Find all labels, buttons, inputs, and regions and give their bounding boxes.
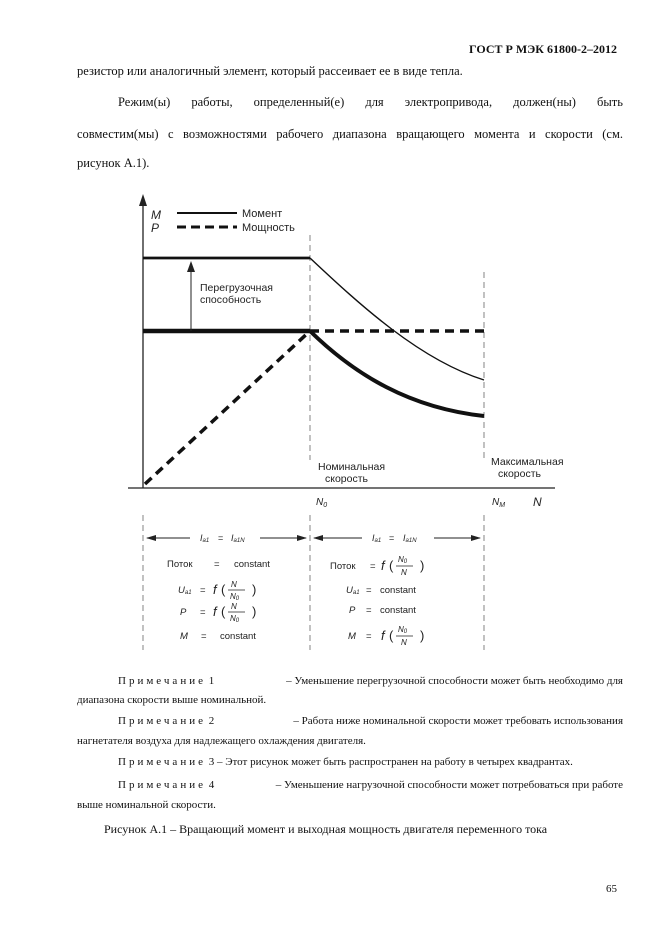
left-current-equation: [190, 530, 260, 544]
tick-label-nm: $N_M$: [492, 497, 506, 509]
right-flux-row: [330, 555, 424, 577]
paragraph-2-line-3: рисунок А.1).: [77, 156, 150, 170]
svg-text:N: N: [401, 568, 407, 577]
svg-text:=: =: [370, 561, 376, 572]
left-voltage-row: [178, 580, 256, 602]
svg-text:): ): [252, 582, 257, 597]
svg-text:=: =: [201, 631, 207, 642]
tick-label-n0-sub: 0: [323, 502, 328, 509]
tick-label-nm-sub: M: [499, 502, 506, 509]
left-power-row: [180, 602, 256, 624]
svg-text:): ): [420, 628, 425, 643]
svg-text:=: =: [366, 631, 372, 642]
note-number: 1: [208, 675, 215, 687]
note-label: Примечание: [118, 675, 206, 687]
note-text: – Уменьшение нагрузочной способности может потребоваться при работе: [275, 779, 623, 791]
svg-text:Поток: Поток: [167, 559, 193, 570]
svg-text:Ia1N: Ia1N: [231, 533, 245, 544]
note-2-line-1: [118, 715, 623, 728]
page-number: 65: [606, 883, 617, 895]
svg-text:constant: constant: [234, 559, 270, 570]
svg-text:constant: constant: [380, 605, 416, 616]
nominal-speed-label-2: скорость: [325, 473, 369, 485]
svg-text:=: =: [200, 607, 206, 618]
arrowhead: [146, 535, 156, 541]
document-code: ГОСТ Р МЭК 61800-2–2012: [469, 42, 617, 56]
svg-text:=: =: [218, 533, 224, 543]
svg-text:(: (: [389, 558, 394, 573]
svg-text:N0: N0: [398, 555, 408, 565]
arrowhead: [471, 535, 481, 541]
rated-torque-curve: [310, 331, 484, 416]
axis-label-p: P: [151, 221, 160, 235]
svg-text:): ): [420, 558, 425, 573]
svg-text:M: M: [180, 631, 188, 642]
word: для: [365, 95, 384, 109]
note-text: – Работа ниже номинальной скорости может требовать использования: [293, 715, 623, 727]
svg-text:Ia1N: Ia1N: [403, 533, 417, 544]
note-text: – Этот рисунок может быть распространен на работу в четырех квадрантах.: [216, 756, 573, 768]
svg-text:N: N: [231, 602, 237, 611]
arrowhead: [313, 535, 323, 541]
svg-text:f: f: [381, 628, 385, 643]
arrowhead: [297, 535, 307, 541]
paragraph-2-line-2: совместим(мы) с возможностями рабочего диапазона вращающего момента и скорости (см.: [77, 127, 623, 141]
svg-text:P: P: [180, 607, 187, 618]
note-text: – Уменьшение перегрузочной способности может быть необходимо для: [286, 675, 623, 687]
svg-text:constant: constant: [380, 585, 416, 596]
note-label: Примечание: [118, 715, 206, 727]
svg-text:Ua1: Ua1: [178, 585, 192, 596]
svg-text:Поток: Поток: [330, 561, 356, 572]
overload-torque-curve: [310, 258, 484, 380]
svg-text:=: =: [200, 585, 206, 596]
note-number: 3: [208, 756, 215, 768]
word: быть: [597, 95, 623, 109]
svg-text:(: (: [221, 582, 226, 597]
svg-text:Ia1: Ia1: [372, 533, 382, 544]
right-torque-row: [348, 625, 424, 647]
overload-arrow-head: [187, 261, 195, 272]
figure-caption: Рисунок А.1 – Вращающий момент и выходная мощность двигателя переменного тока: [104, 822, 548, 836]
svg-text:f: f: [213, 582, 217, 597]
note-1-line-1: [118, 675, 623, 688]
y-axis-arrow: [139, 194, 147, 206]
left-torque-row: [180, 631, 256, 642]
overload-label-1: Перегрузочная: [200, 282, 273, 294]
svg-text:N0: N0: [398, 625, 408, 635]
svg-text:f: f: [381, 558, 385, 573]
max-speed-label-1: Максимальная: [491, 456, 564, 468]
svg-text:=: =: [366, 585, 372, 596]
tick-label-n0: $N_0$: [316, 497, 328, 509]
note-4-line-2: выше номинальной скорости.: [77, 799, 216, 811]
svg-text:Ua1: Ua1: [346, 585, 360, 596]
nominal-speed-label-1: Номинальная: [318, 461, 386, 473]
axis-label-n: N: [533, 495, 542, 509]
note-2-line-2: нагнетателя воздуха для надлежащего охлаждения двигателя.: [77, 735, 366, 747]
note-label: Примечание: [118, 779, 206, 791]
note-label: Примечание: [118, 756, 206, 768]
right-current-equation: [362, 530, 434, 544]
svg-text:Ia1: Ia1: [200, 533, 210, 544]
svg-text:N: N: [401, 638, 407, 647]
note-4-line-1: [118, 779, 623, 792]
right-power-row: [349, 605, 416, 616]
left-flux-row: [167, 559, 270, 570]
max-speed-label-2: скорость: [498, 468, 542, 480]
svg-text:N0: N0: [230, 614, 240, 624]
svg-text:=: =: [389, 533, 395, 543]
svg-text:N0: N0: [230, 592, 240, 602]
word: определенный(е): [253, 95, 345, 109]
note-number: 2: [208, 715, 215, 727]
note-number: 4: [208, 779, 215, 791]
note-1-line-2: диапазона скорости выше номинальной.: [77, 694, 267, 706]
word: электропривода,: [404, 95, 493, 109]
svg-text:=: =: [366, 605, 372, 616]
svg-text:constant: constant: [220, 631, 256, 642]
svg-text:(: (: [389, 628, 394, 643]
svg-text:=: =: [214, 559, 220, 570]
svg-text:): ): [252, 604, 257, 619]
power-rising-line: [145, 331, 310, 484]
overload-label-2: способность: [200, 294, 262, 306]
legend-torque-label: Момент: [242, 208, 283, 220]
svg-text:P: P: [349, 605, 356, 616]
svg-text:(: (: [221, 604, 226, 619]
axis-label-m: M: [151, 208, 161, 222]
svg-text:M: M: [348, 631, 356, 642]
legend-power-label: Мощность: [242, 222, 295, 234]
word: Режим(ы): [118, 95, 171, 109]
svg-text:N: N: [231, 580, 237, 589]
svg-text:f: f: [213, 604, 217, 619]
word: работы,: [191, 95, 233, 109]
body-line-1: резистор или аналогичный элемент, который рассеивает ее в виде тепла.: [77, 64, 463, 78]
right-voltage-row: [346, 585, 416, 596]
note-3: [118, 756, 573, 769]
word: должен(ны): [513, 95, 576, 109]
